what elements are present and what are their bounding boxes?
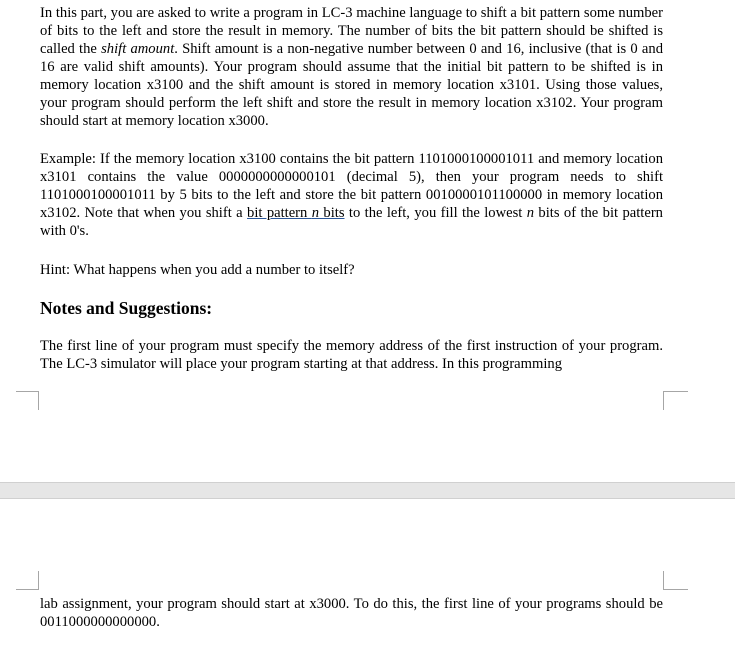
intro-text-b: . Shift amount is a non-negative number between 0 and 16, inclusive (that is 0 and 16 are valid shift amounts). Your program should assume that the initial bit pattern to be shifted is in memory location x3100 and the shift amount is stored in memory location x3101. Using those values, your program should perform the left shift and store the result in memory location x3102. Your program should start at memory location x3000. — [40, 41, 663, 129]
grammar-flagged-phrase — [247, 205, 344, 221]
flagged-italic-n: n — [311, 205, 320, 221]
example-text-c: bits of the bit pattern with 0's. — [40, 205, 663, 239]
page-margin-corner-bottom-right — [663, 571, 688, 590]
page-margin-corner-bottom-left — [16, 571, 39, 590]
example-text-a: Example: If the memory location x3100 contains the bit pattern 1101000100001011 and memory location x3101 contains the value 0000000000000101 (decimal 5), then your program needs to shift 1101000100001011 by 5 bits to the left and store the bit pattern 0010000101100000 in memory location x3102. Note that when you shift a — [40, 151, 663, 221]
intro-paragraph — [40, 4, 663, 130]
shift-amount-term: shift amount — [101, 41, 175, 57]
page-margin-corner-top-left — [16, 391, 39, 410]
hint-paragraph: Hint: What happens when you add a number to itself? — [40, 262, 355, 278]
flagged-text-b: bits — [319, 205, 345, 221]
example-paragraph — [40, 150, 663, 240]
continuation-paragraph: lab assignment, your program should start at x3000. To do this, the first line of your programs should be 0011000000000000. — [40, 596, 663, 630]
page-break-gap — [0, 482, 735, 499]
flagged-text-a: bit pattern — [247, 205, 312, 221]
page-margin-corner-top-right — [663, 391, 688, 410]
example-italic-n: n — [526, 205, 535, 221]
notes-paragraph: The first line of your program must specify the memory address of the first instruction of your program. The LC-3 simulator will place your program starting at that address. In this programming — [40, 338, 663, 372]
notes-heading: Notes and Suggestions: — [40, 298, 213, 318]
page-2 — [0, 499, 735, 656]
example-text-b: to the left, you fill the lowest — [344, 205, 527, 221]
intro-text-a: In this part, you are asked to write a program in LC-3 machine language to shift a bit pattern some number of bits to the left and store the result in memory. The number of bits the bit pattern should be shifted is called the — [40, 5, 663, 57]
